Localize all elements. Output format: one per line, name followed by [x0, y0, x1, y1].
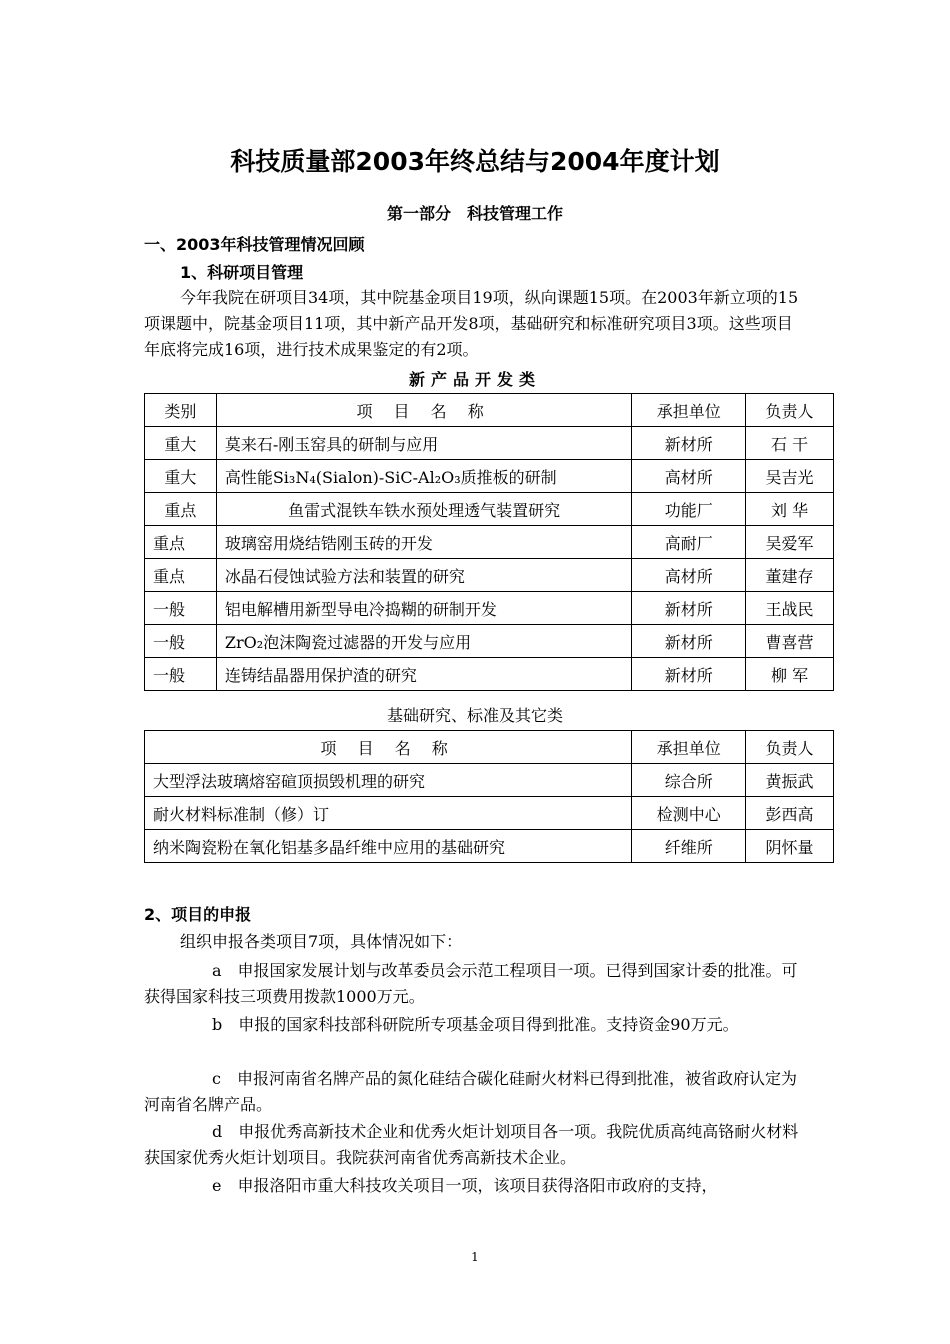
table1-caption: 新产品开发类 [408, 370, 541, 389]
cell-project-name: 纳米陶瓷粉在氧化铝基多晶纤维中应用的基础研究 [145, 830, 632, 863]
table-row [145, 658, 834, 691]
table-row [145, 592, 834, 625]
table-row [145, 493, 834, 526]
table-row [145, 830, 834, 863]
cell-unit: 新材所 [632, 658, 746, 691]
cell-category: 重大 [145, 427, 217, 460]
header-category: 类别 [145, 394, 217, 427]
table-header-row [145, 731, 834, 764]
cell-project-name: ZrO₂泡沫陶瓷过滤器的开发与应用 [216, 625, 632, 658]
application-item-e: e 申报洛阳市重大科技攻关项目一项，该项目获得洛阳市政府的支持， [212, 1176, 718, 1195]
cell-unit: 高耐厂 [632, 526, 746, 559]
application-item-d: d 申报优秀高新技术企业和优秀火炬计划项目各一项。我院优质高纯高铬耐火材料获国家优秀火炬计划项目。我院获河南省优秀高新技术企业。 [144, 1122, 799, 1167]
cell-leader: 阴怀量 [746, 830, 834, 863]
table-header-row [145, 394, 834, 427]
table-row [145, 427, 834, 460]
header-unit: 承担单位 [632, 731, 746, 764]
cell-unit: 高材所 [632, 460, 746, 493]
header-leader: 负责人 [746, 394, 834, 427]
cell-project-name: 大型浮法玻璃熔窑碹顶损毁机理的研究 [145, 764, 632, 797]
cell-category: 一般 [145, 658, 217, 691]
cell-unit: 综合所 [632, 764, 746, 797]
cell-category: 重点 [145, 526, 217, 559]
cell-project-name: 高性能Si₃N₄(Sialon)-SiC-Al₂O₃质推板的研制 [216, 460, 632, 493]
table-row [145, 460, 834, 493]
cell-project-name: 耐火材料标准制（修）订 [145, 797, 632, 830]
cell-unit: 新材所 [632, 592, 746, 625]
project-summary-paragraph: 今年我院在研项目34项，其中院基金项目19项，纵向课题15项。在2003年新立项的15项课题中，院基金项目11项，其中新产品开发8项，基础研究和标准研究项目3项。这些项目年底将完成16项，进行技术成果鉴定的有2项。 [144, 288, 799, 359]
table2-caption: 基础研究、标准及其它类 [386, 706, 563, 725]
document-title: 科技质量部2003年终总结与2004年度计划 [230, 147, 720, 176]
cell-unit: 新材所 [632, 625, 746, 658]
cell-unit: 功能厂 [632, 493, 746, 526]
cell-leader: 吴吉光 [746, 460, 834, 493]
basic-research-table [144, 730, 834, 863]
section-heading: 一、2003年科技管理情况回顾 [144, 235, 365, 254]
cell-category: 一般 [145, 625, 217, 658]
table-row [145, 625, 834, 658]
header-project-name: 项 目 名 称 [145, 731, 632, 764]
cell-leader: 曹喜营 [746, 625, 834, 658]
cell-project-name: 铝电解槽用新型导电冷捣糊的研制开发 [216, 592, 632, 625]
page-number: 1 [471, 1250, 479, 1264]
application-item-c: c 申报河南省名牌产品的氮化硅结合碳化硅耐火材料已得到批准，被省政府认定为河南省名牌产品。 [144, 1069, 797, 1114]
cell-leader: 石 干 [746, 427, 834, 460]
application-item-a: a 申报国家发展计划与改革委员会示范工程项目一项。已得到国家计委的批准。可获得国家科技三项费用拨款1000万元。 [144, 961, 798, 1006]
cell-project-name: 连铸结晶器用保护渣的研究 [216, 658, 632, 691]
header-project-name: 项 目 名 称 [216, 394, 632, 427]
table-row [145, 764, 834, 797]
cell-category: 重大 [145, 460, 217, 493]
new-product-table [144, 393, 834, 691]
cell-project-name: 莫来石-刚玉窑具的研制与应用 [216, 427, 632, 460]
cell-unit: 检测中心 [632, 797, 746, 830]
cell-unit: 新材所 [632, 427, 746, 460]
application-item-b: b 申报的国家科技部科研院所专项基金项目得到批准。支持资金90万元。 [212, 1015, 739, 1034]
header-leader: 负责人 [746, 731, 834, 764]
cell-leader: 彭西高 [746, 797, 834, 830]
table-row [145, 797, 834, 830]
cell-leader: 吴爱军 [746, 526, 834, 559]
cell-category: 一般 [145, 592, 217, 625]
cell-category: 重点 [145, 493, 217, 526]
cell-leader: 王战民 [746, 592, 834, 625]
cell-project-name: 玻璃窑用烧结锆刚玉砖的开发 [216, 526, 632, 559]
part-heading: 第一部分 科技管理工作 [386, 204, 563, 223]
cell-leader: 柳 军 [746, 658, 834, 691]
cell-leader: 刘 华 [746, 493, 834, 526]
application-intro: 组织申报各类项目7项，具体情况如下： [180, 932, 463, 951]
cell-leader: 黄振武 [746, 764, 834, 797]
cell-unit: 纤维所 [632, 830, 746, 863]
subsection-heading-2: 2、项目的申报 [144, 905, 252, 924]
cell-unit: 高材所 [632, 559, 746, 592]
cell-category: 重点 [145, 559, 217, 592]
cell-leader: 董建存 [746, 559, 834, 592]
table-row [145, 559, 834, 592]
table-row [145, 526, 834, 559]
cell-project-name: 鱼雷式混铁车铁水预处理透气装置研究 [216, 493, 632, 526]
cell-project-name: 冰晶石侵蚀试验方法和装置的研究 [216, 559, 632, 592]
subsection-heading-1: 1、科研项目管理 [180, 263, 304, 282]
header-unit: 承担单位 [632, 394, 746, 427]
